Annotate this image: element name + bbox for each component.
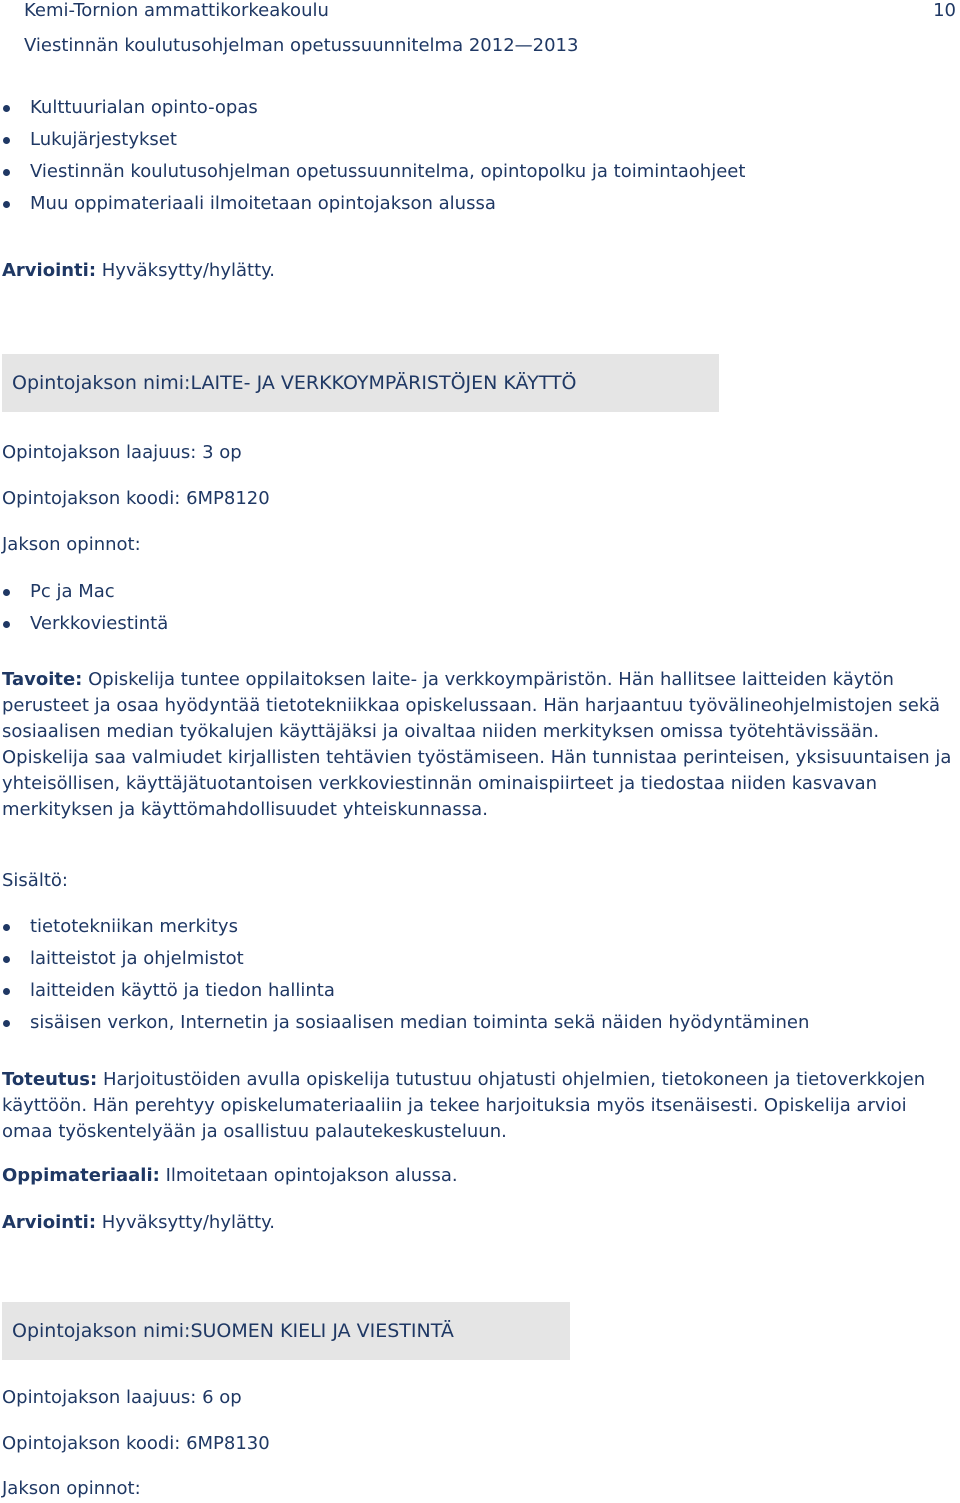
list-item: laitteistot ja ohjelmistot — [0, 947, 809, 979]
course-code: Opintojakson koodi: 6MP8120 — [2, 488, 270, 509]
course-title-value: LAITE- JA VERKKOYMPÄRISTÖJEN KÄYTTÖ — [190, 372, 577, 394]
assessment-label: Arviointi: — [2, 260, 97, 281]
list-item: laitteiden käyttö ja tiedon hallinta — [0, 979, 809, 1011]
list-item: Verkkoviestintä — [0, 612, 168, 644]
list-item: sisäisen verkon, Internetin ja sosiaalisen median toiminta sekä näiden hyödyntäminen — [0, 1011, 809, 1043]
assessment-text: Hyväksytty/hylätty. — [96, 1212, 275, 1233]
studies-label: Jakson opinnot: — [2, 534, 141, 555]
course-title-band — [2, 1302, 570, 1360]
content-list — [0, 915, 809, 1043]
course-code: Opintojakson koodi: 6MP8130 — [2, 1433, 270, 1454]
materials-list — [0, 96, 745, 224]
assessment-value: Hyväksytty/hylätty. — [96, 260, 275, 281]
course-scope: Opintojakson laajuus: 3 op — [2, 442, 242, 463]
materials-label: Oppimateriaali: — [2, 1165, 160, 1186]
studies-list — [0, 580, 168, 644]
assessment-line — [2, 1212, 275, 1233]
page-number: 10 — [933, 0, 956, 21]
list-item: Kulttuurialan opinto-opas — [0, 96, 745, 128]
studies-label: Jakson opinnot: — [2, 1478, 141, 1499]
list-item: Lukujärjestykset — [0, 128, 745, 160]
course-title-band — [2, 354, 719, 412]
course-title-label: Opintojakson nimi: — [12, 372, 191, 394]
course-title-label: Opintojakson nimi: — [12, 1320, 191, 1342]
materials-line — [2, 1165, 458, 1186]
implementation-text: Harjoitustöiden avulla opiskelija tutustuu ohjatusti ohjelmien, tietokoneen ja tietoverkkojen käyttöön. Hän perehtyy opiskelumateriaaliin ja tekee harjoituksia myös itsenäisesti. Opiskelija arvioi omaa työskentelyään ja osallistuu palautekeskusteluun. — [2, 1069, 926, 1142]
list-item: Pc ja Mac — [0, 580, 168, 612]
content-label: Sisältö: — [2, 870, 68, 891]
course-title-value: SUOMEN KIELI JA VIESTINTÄ — [190, 1320, 454, 1342]
list-item: tietotekniikan merkitys — [0, 915, 809, 947]
top-assessment — [2, 260, 275, 281]
list-item: Viestinnän koulutusohjelman opetussuunnitelma, opintopolku ja toimintaohjeet — [0, 160, 745, 192]
goal-paragraph — [2, 667, 952, 823]
goal-text: Opiskelija tuntee oppilaitoksen laite- ja verkkoympäristön. Hän hallitsee laitteiden käytön perusteet ja osaa hyödyntää tietotekniikkaa opiskelussaan. Hän harjaantuu työvälineohjelmistojen sekä sosiaalisen median työkalujen käyttäjäksi ja oivaltaa niiden merkityksen omissa työtehtävissään. Opiskelija saa valmiudet kirjallisten tehtävien työstämiseen. Hän tunnistaa perinteisen, yksisuuntaisen ja yhteisöllisen, käyttäjätuotantoisen verkkoviestinnän ominaispiirteet ja tiedostaa niiden kasvavan merkityksen ja käyttömahdollisuudet yhteiskunnassa. — [2, 669, 952, 820]
institution-name: Kemi-Tornion ammattikorkeakoulu — [24, 0, 329, 21]
implementation-paragraph — [2, 1067, 952, 1145]
implementation-label: Toteutus: — [2, 1069, 98, 1090]
assessment-label: Arviointi: — [2, 1212, 97, 1233]
goal-label: Tavoite: — [2, 669, 83, 690]
materials-text: Ilmoitetaan opintojakson alussa. — [159, 1165, 458, 1186]
list-item: Muu oppimateriaali ilmoitetaan opintojakson alussa — [0, 192, 745, 224]
course-scope: Opintojakson laajuus: 6 op — [2, 1387, 242, 1408]
curriculum-title: Viestinnän koulutusohjelman opetussuunnitelma 2012—2013 — [24, 35, 579, 56]
